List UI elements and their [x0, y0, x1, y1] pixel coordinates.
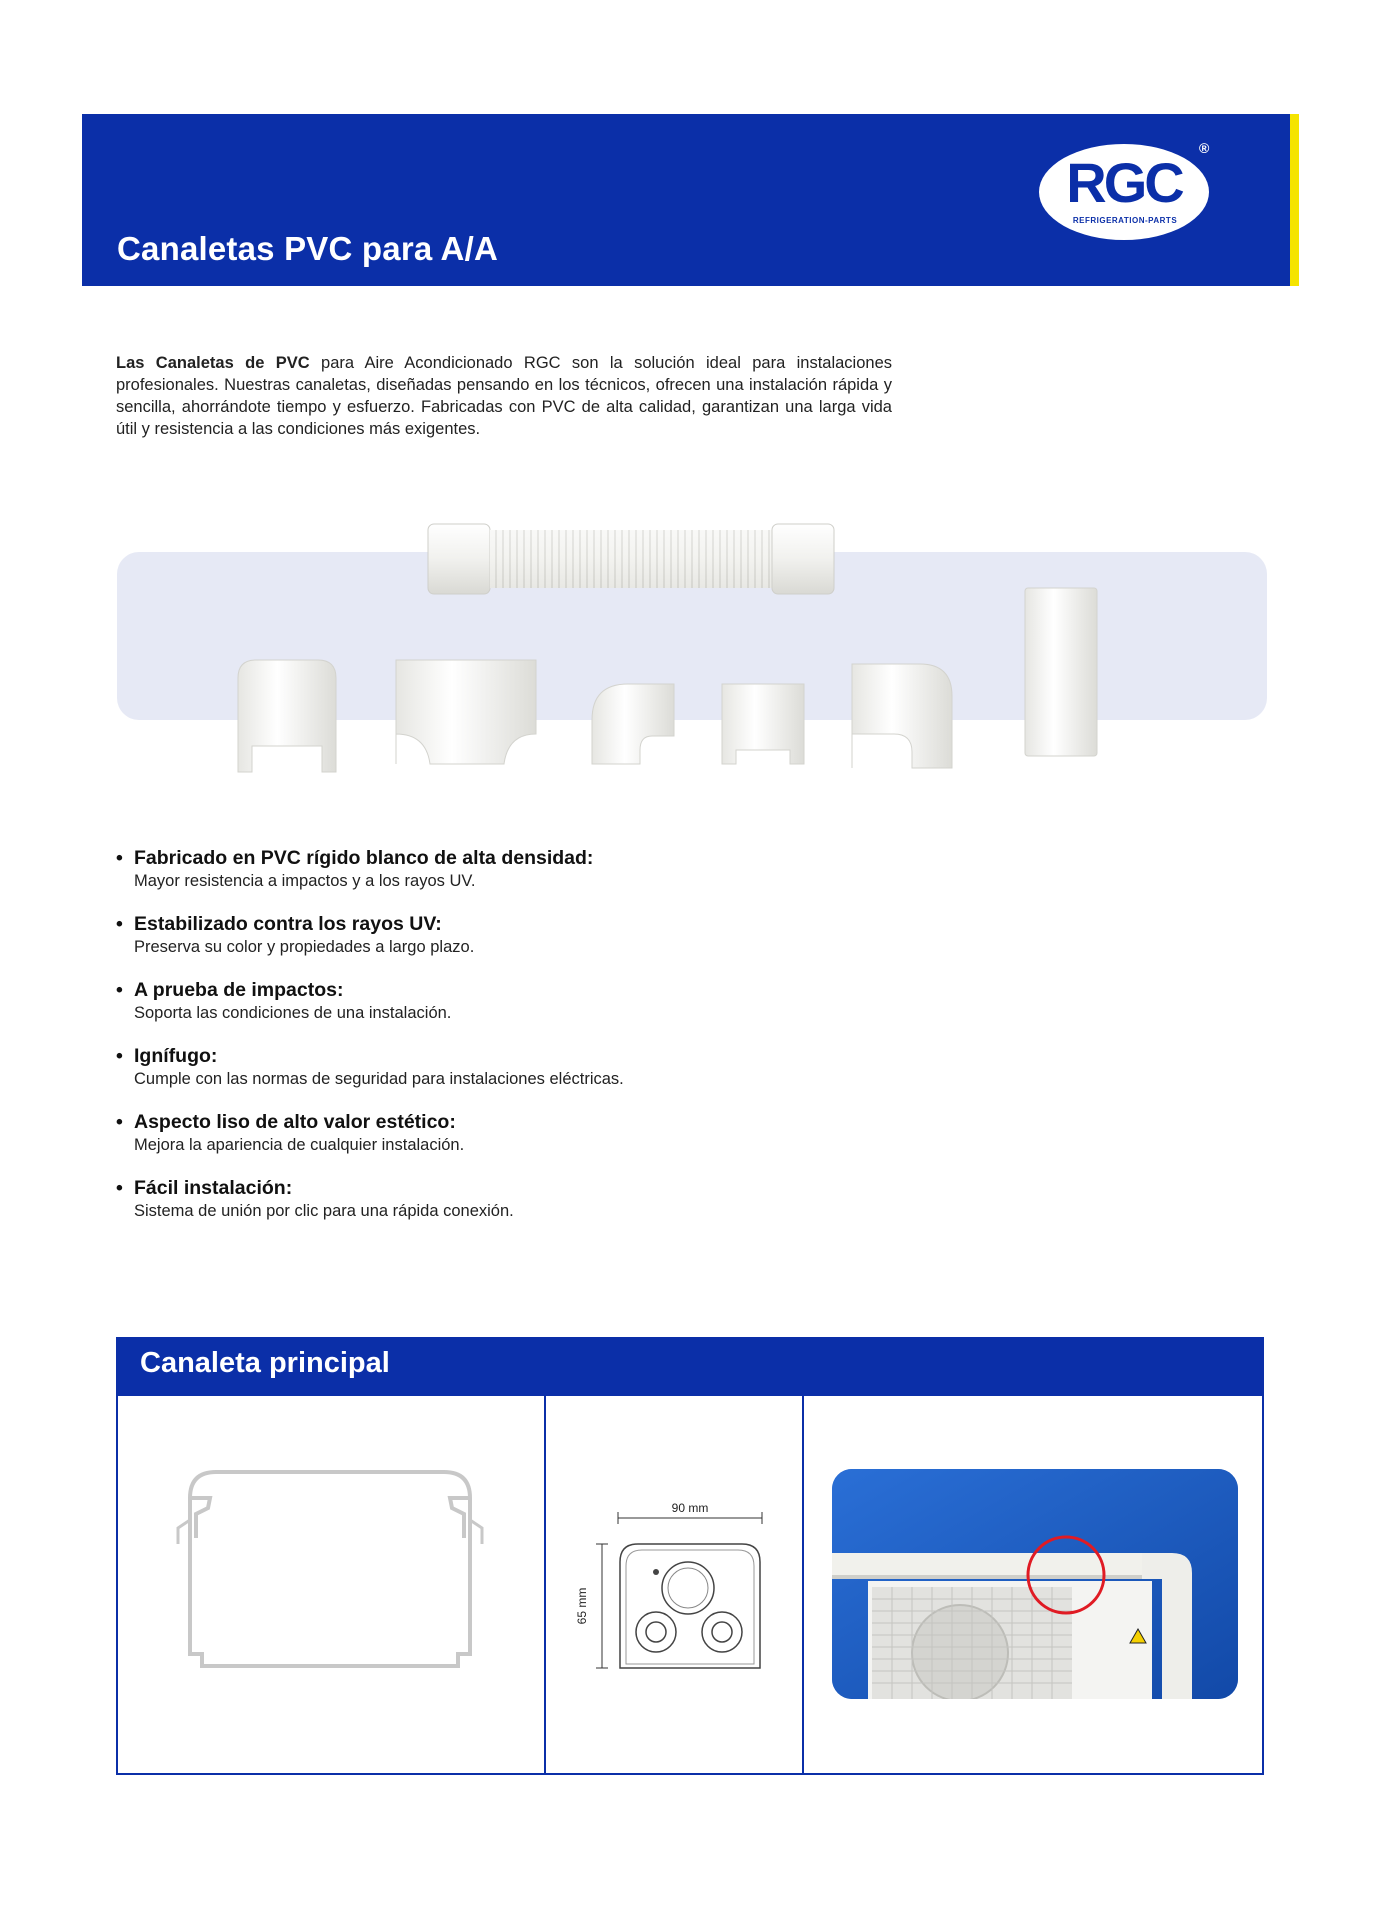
features-list [116, 846, 1016, 1242]
feature-item [116, 846, 1016, 892]
feature-item [116, 978, 1016, 1024]
bullet: • [116, 1045, 123, 1067]
logo-subtext: REFRIGERATION-PARTS [1072, 216, 1178, 225]
column-divider [802, 1396, 804, 1775]
feature-description: Cumple con las normas de seguridad para instalaciones eléctricas. [134, 1070, 624, 1088]
installation-photo [832, 1469, 1238, 1699]
rgc-logo [1039, 140, 1217, 244]
feature-item [116, 1044, 1016, 1090]
logo-text: RGC [1066, 151, 1182, 214]
intro-paragraph [116, 352, 892, 440]
feature-title: Ignífugo: [134, 1045, 218, 1067]
section-header [118, 1339, 1262, 1396]
installation-illustration [832, 1469, 1238, 1699]
section-title: Canaleta principal [140, 1347, 390, 1379]
duct-profile-drawing [118, 1396, 544, 1775]
feature-title: Estabilizado contra los rayos UV: [134, 913, 442, 935]
feature-description: Mayor resistencia a impactos y a los rayos UV. [134, 872, 476, 890]
bullet: • [116, 979, 123, 1001]
feature-item [116, 1176, 1016, 1222]
feature-title: A prueba de impactos: [134, 979, 344, 1001]
registered-mark: ® [1199, 140, 1210, 156]
feature-description: Mejora la apariencia de cualquier instalación. [134, 1136, 465, 1154]
bullet: • [116, 1111, 123, 1133]
header-accent-bar [1290, 114, 1299, 286]
feature-title: Fácil instalación: [134, 1177, 293, 1199]
bullet: • [116, 1177, 123, 1199]
height-dimension-label: 65 mm [575, 1587, 589, 1625]
feature-description: Sistema de unión por clic para una rápida conexión. [134, 1202, 514, 1220]
bullet: • [116, 847, 123, 869]
feature-item [116, 1110, 1016, 1156]
feature-item [116, 912, 1016, 958]
feature-description: Soporta las condiciones de una instalación. [134, 1004, 452, 1022]
duct-dimension-drawing [546, 1396, 802, 1775]
feature-title: Fabricado en PVC rígido blanco de alta densidad: [134, 847, 594, 869]
width-dimension-label: 90 mm [671, 1501, 709, 1515]
feature-title: Aspecto liso de alto valor estético: [134, 1111, 456, 1133]
feature-description: Preserva su color y propiedades a largo plazo. [134, 938, 475, 956]
intro-bold: Las Canaletas de PVC [116, 354, 310, 372]
intro-text: para Aire Acondicionado RGC son la solución ideal para instalaciones profesionales. Nuestras canaletas, diseñadas pensando en los técnicos, ofrecen una instalación rápida y sencilla, ahorrándote tiempo y esfuerzo. Fabricadas con PVC de alta calidad, garantizan una larga vida útil y resistencia a las condiciones más exigentes. [116, 354, 892, 438]
canaleta-principal-section [116, 1337, 1264, 1775]
page-title: Canaletas PVC para A/A [117, 230, 498, 267]
header-banner [82, 114, 1298, 286]
bullet: • [116, 913, 123, 935]
product-band [117, 552, 1267, 720]
